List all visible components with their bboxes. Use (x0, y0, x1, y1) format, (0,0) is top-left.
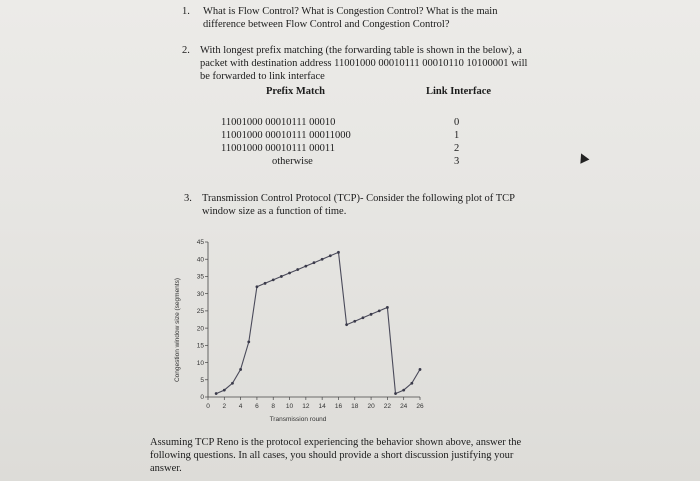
data-point-23 (402, 389, 405, 392)
table-row-link-0: 0 (454, 117, 460, 128)
data-point-11 (304, 265, 307, 268)
x-tick-label-11: 22 (383, 403, 392, 410)
x-tick-label-13: 26 (416, 403, 424, 410)
chart-series (215, 251, 422, 395)
q2-line3: be forwarded to link interface (200, 71, 325, 82)
data-point-5 (256, 285, 259, 288)
footer-line1: Assuming TCP Reno is the protocol experiencing the behavior shown above, answer the (150, 437, 522, 448)
x-tick-label-9: 18 (351, 403, 359, 410)
y-tick-label-5: 25 (196, 308, 204, 316)
x-tick-label-12: 24 (400, 403, 408, 410)
x-axis-label: Transmission round (269, 416, 327, 423)
q3-line1: Transmission Control Protocol (TCP)- Consider the following plot of TCP (202, 193, 515, 204)
data-point-18 (362, 316, 365, 319)
data-point-2 (231, 382, 234, 385)
x-tick-label-1: 2 (222, 403, 227, 410)
x-tick-label-0: 0 (206, 403, 210, 410)
data-point-22 (394, 392, 397, 395)
table-row-link-2: 2 (454, 143, 460, 154)
table-header-link: Link Interface (426, 86, 492, 97)
y-tick-label-1: 5 (200, 376, 204, 384)
data-point-8 (280, 275, 283, 278)
x-tick-label-10: 20 (367, 403, 375, 410)
y-tick-label-0: 0 (200, 394, 204, 402)
x-tick-label-6: 12 (302, 403, 310, 410)
data-point-14 (329, 254, 332, 257)
y-tick-label-6: 30 (196, 290, 204, 298)
data-point-17 (353, 320, 356, 323)
x-tick-label-8: 16 (334, 403, 343, 410)
y-tick-label-3: 15 (196, 342, 204, 350)
data-point-15 (337, 251, 340, 254)
table-row-prefix-1: 11001000 00010111 00011000 (221, 130, 351, 141)
x-tick-label-3: 6 (255, 403, 259, 410)
data-point-16 (345, 323, 348, 326)
x-tick-label-2: 4 (238, 403, 243, 410)
data-point-9 (288, 272, 291, 275)
table-row-link-3: 3 (454, 156, 460, 167)
table-row-link-1: 1 (454, 130, 460, 141)
x-tick-label-7: 14 (318, 403, 326, 410)
data-point-21 (386, 306, 389, 309)
data-point-10 (296, 268, 299, 271)
data-point-6 (264, 282, 267, 285)
y-tick-label-8: 40 (196, 256, 204, 264)
series-line (216, 252, 420, 393)
data-point-0 (215, 392, 218, 395)
data-point-4 (247, 340, 250, 343)
table-row-prefix-3: otherwise (272, 156, 313, 167)
y-tick-label-7: 35 (196, 273, 204, 281)
data-point-3 (239, 368, 242, 371)
q3-line2: window size as a function of time. (202, 206, 347, 217)
data-point-13 (321, 258, 324, 261)
data-point-25 (419, 368, 422, 371)
footer-line3: answer. (150, 463, 182, 474)
q2-number: 2. (182, 45, 190, 56)
data-point-12 (313, 261, 316, 264)
q3-number: 3. (184, 193, 192, 204)
data-point-1 (223, 389, 226, 392)
table-row-prefix-0: 11001000 00010111 00010 (221, 117, 336, 128)
q1-line2: difference between Flow Control and Congestion Control? (203, 19, 450, 30)
x-tick-label-5: 10 (285, 403, 294, 410)
y-tick-label-2: 10 (196, 359, 204, 367)
data-point-19 (370, 313, 373, 316)
mouse-cursor-icon (577, 151, 590, 163)
q2-line2: packet with destination address 11001000 00010111 00010110 10100001 will (200, 58, 528, 69)
q2-line1: With longest prefix matching (the forwarding table is shown in the below), a (200, 45, 522, 56)
q1-number: 1. (182, 6, 190, 17)
x-tick-label-4: 8 (271, 403, 276, 410)
y-tick-label-4: 20 (196, 325, 204, 333)
data-point-20 (378, 309, 381, 312)
table-row-prefix-2: 11001000 00010111 00011 (221, 143, 335, 154)
q1-line1: What is Flow Control? What is Congestion Control? What is the main (203, 6, 498, 17)
y-axis-label: Congestion window size (segments) (174, 277, 181, 383)
data-point-24 (410, 382, 413, 385)
data-point-7 (272, 278, 275, 281)
tcp-window-chart (160, 230, 440, 430)
y-tick-label-9: 45 (196, 239, 204, 247)
table-header-prefix: Prefix Match (266, 86, 325, 97)
footer-line2: following questions. In all cases, you should provide a short discussion justifying your (150, 450, 514, 461)
